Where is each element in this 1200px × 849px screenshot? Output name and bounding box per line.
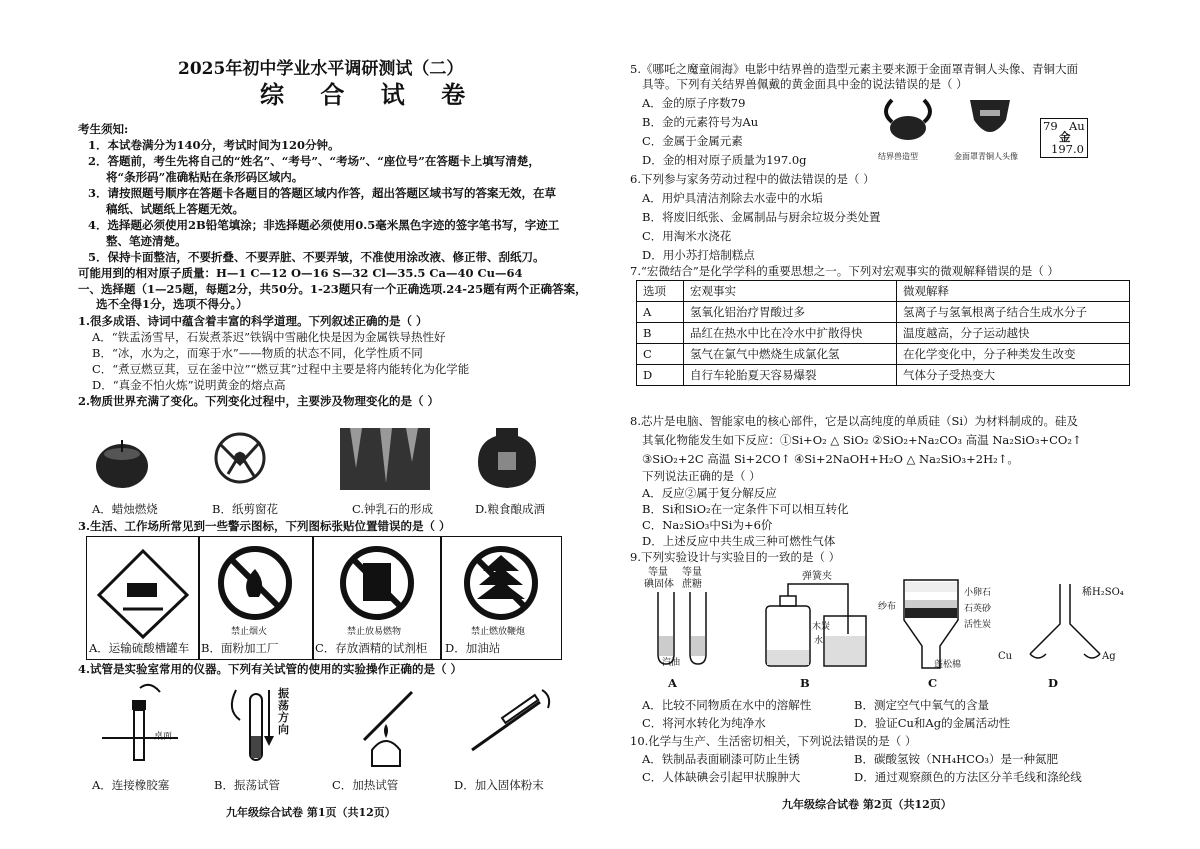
bronze-head-image [962,94,1018,146]
atomic-number: 79 [1043,119,1058,133]
water-purifier-c [900,578,962,670]
q2-option-c: C.钟乳石的形成 [352,502,434,516]
apparatus-label: Cu [998,651,1013,662]
q4-option-a: A．连接橡胶塞 [92,778,170,792]
table-cell: 品红在热水中比在冷水中扩散得快 [684,323,897,344]
table-cell: 自行车轮胎夏天容易爆裂 [684,365,897,386]
q9-option-d: D．验证Cu和Ag的金属活动性 [854,716,1011,730]
apparatus-label: Ag [1102,651,1116,662]
warning-sign-no-firecrackers [440,536,562,660]
question-1: 1.很多成语、诗词中蕴含着丰富的科学道理。下列叙述正确的是（ ） [78,314,428,328]
table-header: 微观解释 [897,281,1130,302]
q8-reactions-1: 其氧化物能发生如下反应：①Si+O₂ △ SiO₂ ②SiO₂+Na₂CO₃ 高温 Na₂SiO₃+CO₂↑ [642,433,1082,447]
q8-reactions-2: ③SiO₂+2C 高温 Si+2CO↑ ④Si+2NaOH+H₂O △ Na₂SiO₃+2H₂↑。 [642,452,1019,466]
page-footer: 九年级综合试卷 第2页（共12页） [782,798,952,811]
q3-option-c: C．存放酒精的试剂柜 [315,641,428,655]
apparatus-label: 纱布 [878,602,897,612]
no-firecrackers-icon [441,537,561,627]
q6-option-b: B．将废旧纸张、金属制品与厨余垃圾分类处置 [642,210,881,224]
question-5-cont: 具等。下列有关结界兽佩戴的黄金面具中金的说法错误的是（ ） [642,77,968,91]
atomic-mass-line: 可能用到的相对原子质量：H—1 C—12 O—16 S—32 Cl—35.5 Ca—40 Cu—64 [78,266,523,280]
table-row [637,323,1130,344]
warning-sign-corrosive [86,536,200,660]
caption-head: 金面罩青铜人头像 [954,152,1018,161]
apparatus-label: 蓬松棉 [934,660,962,670]
apparatus-label: 活性炭 [964,620,992,630]
q2-option-b: B．纸剪窗花 [212,502,278,516]
q5-option-a: A．金的原子序数79 [642,96,746,110]
q6-option-c: C．用淘米水浇花 [642,229,732,243]
table-cell: 温度越高，分子运动越快 [897,323,1130,344]
apparatus-label: 木炭 [812,622,831,632]
gold-element-card [1040,118,1088,158]
shake-direction-arrow [262,688,276,748]
notice-line: 3．请按照题号顺序在答题卡各题目的答题区域内作答，超出答题区域书写的答案无效，在草 [88,186,556,200]
q4-option-b: B．振荡试管 [214,778,280,792]
q1-option-d: D．“真金不怕火炼”说明黄金的熔点高 [92,378,286,392]
sign-caption: 禁止放易燃物 [347,627,402,637]
apparatus-letter: D [1048,676,1058,690]
heat-tube-image [342,680,432,772]
question-8: 8.芯片是电脑、智能家电的核心部件，它是以高纯度的单质硅（Si）为材料制成的。硅及 [630,414,1079,428]
q1-option-a: A．“铁盂汤雪早，石炭煮茶迟”铁锅中雪融化快是因为金属铁导热性好 [92,330,446,344]
q10-option-b: B．碳酸氢铵（NH₄HCO₃）是一种氮肥 [854,752,1059,766]
guardian-beast-image [878,94,938,146]
q6-option-a: A．用炉具清洁剂除去水壶中的水垢 [642,191,823,205]
q10-option-c: C．人体缺碘会引起甲状腺肿大 [642,770,801,784]
table-cell: B [637,323,684,344]
q8-option-d: D．上述反应中共生成三种可燃性气体 [642,534,836,548]
paper-cut-image [208,424,272,490]
apparatus-label: 弹簧夹 [802,571,832,582]
apparatus-label: 等量 [682,567,702,578]
q3-option-b: B．面粉加工厂 [201,641,279,655]
table-row [637,344,1130,365]
apparatus-label: 石英砂 [964,604,992,614]
apparatus-label: 碘固体 [644,579,674,590]
section-heading-cont: 选不全得1分，选项不得分。） [96,297,248,311]
notice-line: 整、笔迹清楚。 [106,234,187,248]
question-4: 4.试管是实验室常用的仪器。下列有关试管的使用的实验操作正确的是（ ） [78,662,463,676]
desk-label: 桌面 [154,732,173,742]
q9-option-c: C．将河水转化为纯净水 [642,716,766,730]
apparatus-label: 稀H₂SO₄ [1082,587,1124,598]
corrosive-icon [87,537,199,641]
q8-option-a: A．反应②属于复分解反应 [642,486,777,500]
apparatus-label: 汽油 [662,658,681,668]
q2-option-a: A．蜡烛燃烧 [92,502,158,516]
q3-option-d: D．加油站 [445,641,501,655]
test-tubes-a [648,592,718,670]
stalactite-image [340,428,430,490]
table-row [637,302,1130,323]
notice-line: 4．选择题必须使用2B铅笔填涂；非选择题必须使用0.5毫米黑色字迹的签字笔书写，字迹工 [88,218,560,232]
table-cell: 氢离子与氢氧根离子结合生成水分子 [897,302,1130,323]
notice-line: 稿纸、试题纸上答题无效。 [106,202,244,216]
table-cell: 氢氧化铝治疗胃酸过多 [684,302,897,323]
notice-heading: 考生须知: [78,122,129,136]
q10-option-d: D．通过观察颜色的方法区分羊毛线和涤纶线 [854,770,1082,784]
apparatus-letter: C [928,676,938,690]
warning-sign-no-fire [198,536,314,660]
notice-line: 2．答题前，考生先将自己的“姓名”、“考号”、“考场”、“座位号”在答题卡上填写清楚， [88,154,540,168]
sign-caption: 禁止烟火 [231,627,268,637]
page-footer: 九年级综合试卷 第1页（共12页） [226,806,396,819]
question-5: 5.《哪吒之魔童闹海》电影中结界兽的造型元素主要来源于金面罩青铜人头像、青铜大面 [630,62,1078,76]
q8-prompt: 下列说法正确的是（ ） [642,469,761,483]
table-cell: A [637,302,684,323]
no-flammables-icon [313,537,441,627]
question-7: 7.“宏微结合”是化学学科的重要思想之一。下列对宏观事实的微观解释错误的是（ ） [630,264,1059,278]
candle-burning-image [92,428,152,490]
q10-option-a: A．铁制品表面刷漆可防止生锈 [642,752,800,766]
element-name: 金 [1059,130,1071,144]
apparatus-label: 等量 [648,567,668,578]
q3-option-a: A．运输硫酸槽罐车 [89,641,190,655]
q8-option-c: C．Na₂SiO₃中Si为+6价 [642,518,773,532]
apparatus-letter: A [668,676,677,690]
apparatus-label: 小卵石 [964,588,992,598]
apparatus-label: 水 [814,636,824,646]
table-header: 宏观事实 [684,281,897,302]
q6-option-d: D．用小苏打焙制糕点 [642,248,755,262]
atomic-mass: 197.0 [1051,142,1084,156]
q9-option-b: B．测定空气中氧气的含量 [854,698,989,712]
element-symbol: Au [1069,119,1085,133]
apparatus-letter: B [800,676,810,690]
add-powder-image [458,680,558,770]
question-3: 3.生活、工作场所常见到一些警示图标，下列图标张贴位置错误的是（ ） [78,519,451,533]
q1-option-c: C．“煮豆燃豆萁，豆在釜中泣”“燃豆萁”过程中主要是将内能转化为化学能 [92,362,470,376]
q9-option-a: A．比较不同物质在水中的溶解性 [642,698,812,712]
notice-line: 1．本试卷满分为140分，考试时间为120分钟。 [88,138,340,152]
table-header-row [637,281,1130,302]
connect-stopper-image [100,680,180,770]
table-header: 选项 [637,281,684,302]
table-cell: 在化学变化中，分子种类发生改变 [897,344,1130,365]
table-cell: 氢气在氯气中燃烧生成氯化氢 [684,344,897,365]
apparatus-label: 蔗糖 [682,579,702,590]
q5-option-d: D．金的相对原子质量为197.0g [642,153,807,167]
caption-beast: 结界兽造型 [878,152,918,161]
q7-table [636,280,1130,386]
q4-option-c: C．加热试管 [332,778,399,792]
question-2: 2.物质世界充满了变化。下列变化过程中，主要涉及物理变化的是（ ） [78,394,440,408]
exam-subtitle: 综 合 试 卷 [260,80,480,109]
q5-option-c: C．金属于金属元素 [642,134,743,148]
wine-jar-image [474,422,540,492]
no-fire-icon [199,537,313,627]
table-row [637,365,1130,386]
question-9: 9.下列实验设计与实验目的一致的是（ ） [630,550,841,564]
table-cell: C [637,344,684,365]
section-heading: 一、选择题（1—25题，每题2分，共50分。1-23题只有一个正确选项.24-25题有两个正确答案， [78,282,587,296]
exam-title: 2025年初中学业水平调研测试（二） [178,59,464,79]
shake-direction-label: 振 荡 方 向 [278,687,289,736]
q5-option-b: B．金的元素符号为Au [642,115,759,129]
q1-option-b: B．“冰，水为之，而寒于水”——物质的状态不同，化学性质不同 [92,346,423,360]
q2-option-d: D.粮食酿成酒 [475,502,545,516]
notice-line: 将“条形码”准确粘贴在条形码区域内。 [106,170,304,184]
sign-caption: 禁止燃放鞭炮 [471,627,526,637]
question-6: 6.下列参与家务劳动过程中的做法错误的是（ ） [630,172,875,186]
notice-line: 5．保持卡面整洁，不要折叠、不要弄脏、不要弄皱，不准使用涂改液、修正带、刮纸刀。 [88,250,545,264]
table-cell: D [637,365,684,386]
table-cell: 气体分子受热变大 [897,365,1130,386]
warning-sign-no-flammables [312,536,442,660]
q4-option-d: D．加入固体粉末 [454,778,544,792]
question-10: 10.化学与生产、生活密切相关，下列说法错误的是（ ） [630,734,917,748]
q8-option-b: B．Si和SiO₂在一定条件下可以相互转化 [642,502,849,516]
